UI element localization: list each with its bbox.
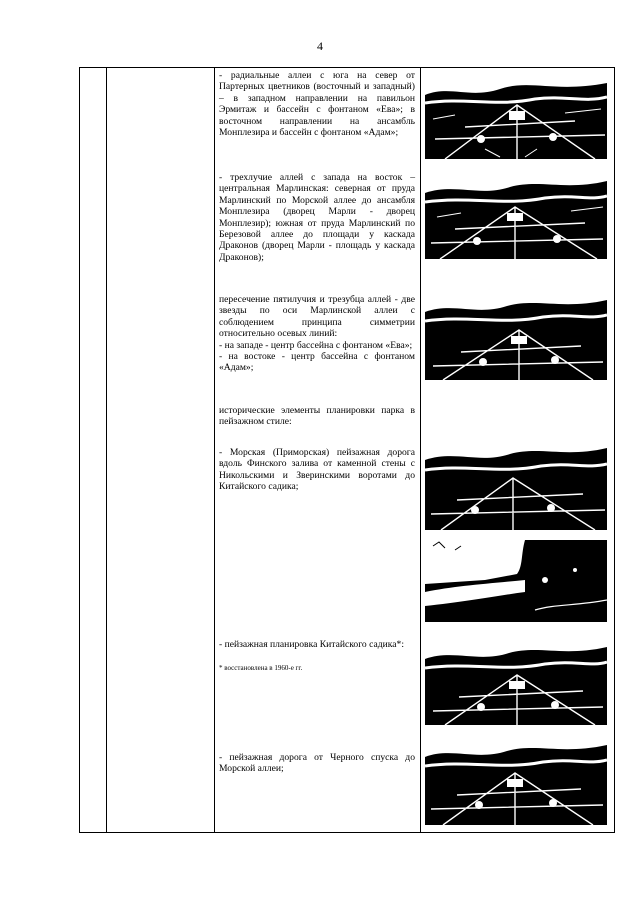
footnote: * восстановлена в 1960-е гг. bbox=[219, 664, 303, 673]
aerial-photo-5 bbox=[425, 635, 607, 725]
text-block-landscape-heading bbox=[219, 405, 415, 428]
paragraph: - пейзажная дорога от Черного спуска до Морской аллеи; bbox=[219, 752, 415, 775]
column-divider bbox=[214, 68, 215, 832]
aerial-photo-3 bbox=[425, 290, 607, 380]
text-block-chinese-garden bbox=[219, 639, 415, 673]
paragraph: - Морская (Приморская) пейзажная дорога вдоль Финского залива от каменной стены с Никольскими и Зверинскими воротами до Китайского садика; bbox=[219, 447, 415, 493]
text-block-radial-alleys bbox=[219, 70, 415, 138]
aerial-photo-4 bbox=[425, 440, 607, 530]
paragraph: пересечение пятилучия и трезубца аллей - две звезды по оси Марлинской аллеи с соблюдением принципа симметрии относительно осевых линий: bbox=[219, 294, 415, 340]
aerial-photo-2 bbox=[425, 169, 607, 259]
column-divider bbox=[420, 68, 421, 832]
column-divider bbox=[106, 68, 107, 832]
aerial-photo-6 bbox=[425, 735, 607, 825]
text-block-sea-road bbox=[219, 447, 415, 493]
text-block-black-descent bbox=[219, 752, 415, 775]
text-block-stars bbox=[219, 294, 415, 374]
aerial-photo-1 bbox=[425, 69, 607, 159]
paragraph: - трехлучие аллей с запада на восток – центральная Марлинская: северная от пруда Марлинский по Морской аллее до ансамбля Монплезира (дворец Марли - дворец Монплезир); южная от пруда Марлинский по Березовой аллее до площади у каскада Драконов (дворец Марли - площадь у каскада Драконов); bbox=[219, 172, 415, 263]
paragraph: - на востоке - центр бассейна с фонтаном «Адам»; bbox=[219, 351, 415, 374]
page-number: 4 bbox=[317, 39, 323, 53]
text-block-three-rays bbox=[219, 172, 415, 263]
landscape-photo bbox=[425, 540, 607, 622]
paragraph: - пейзажная планировка Китайского садика*: bbox=[219, 639, 404, 650]
paragraph: - радиальные аллеи с юга на север от Партерных цветников (восточный и западный) – в западном направлении на павильон Эрмитаж и бассейн с фонтаном «Ева»; в восточном направлении на ансамбль Монплезира и бассейн с фонтаном «Адам»; bbox=[219, 70, 415, 139]
paragraph: - на западе - центр бассейна с фонтаном «Ева»; bbox=[219, 339, 413, 351]
paragraph: исторические элементы планировки парка в пейзажном стиле: bbox=[219, 405, 415, 428]
